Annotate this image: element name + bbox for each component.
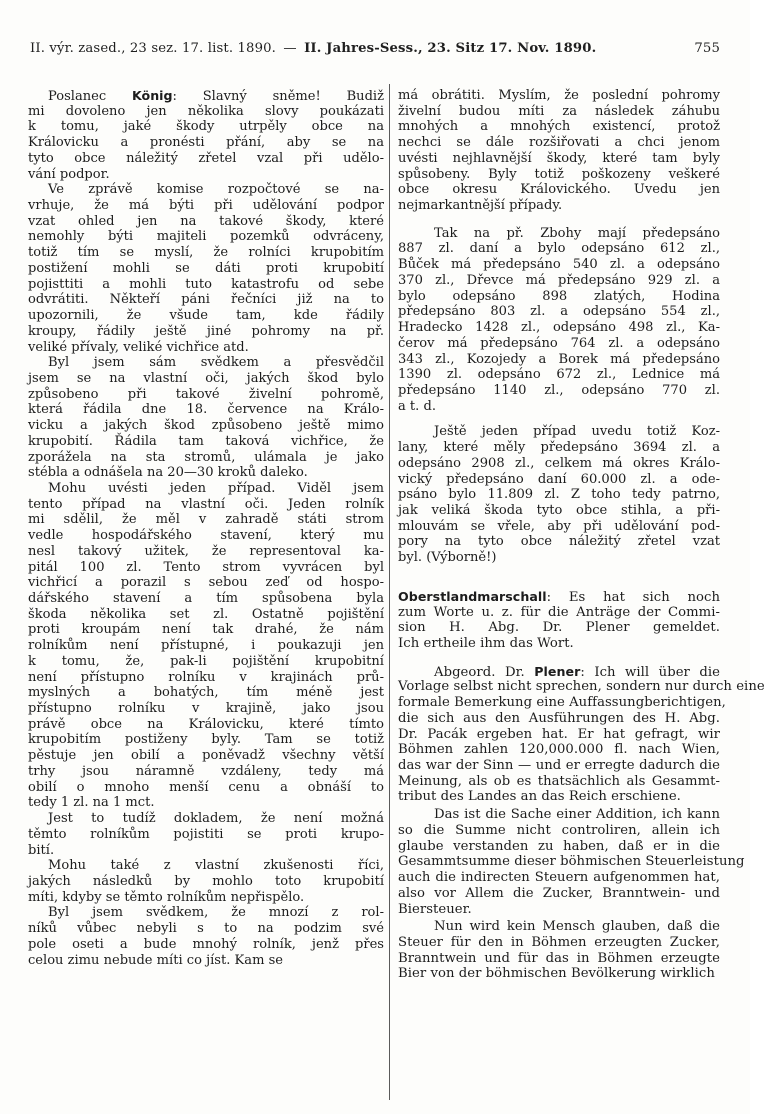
text-line: jakých následků by mohlo toto krupobití (28, 873, 384, 889)
text-line: veliké přívaly, veliké vichřice atd. (28, 339, 249, 355)
header-czech-session: II. výr. zased., 23 sez. 17. list. 1890. (30, 41, 277, 56)
text-line: zum Worte u. z. für die Anträge der Commi- (398, 604, 720, 620)
text-line: není přístupno rolníku v krajinách prů- (28, 669, 384, 685)
text-line: nemohly býti majiteli pozemků odvráceny, (28, 229, 384, 245)
text-line: 370 zl., Dřevce má předepsáno 929 zl. a (398, 272, 720, 288)
text-line: má obrátiti. Myslím, že poslední pohromy (398, 88, 720, 103)
text-line: Gesammtsumme dieser böhmischen Steuerleistung (398, 854, 745, 870)
text-line: Byl jsem sám svědkem a přesvědčil (48, 355, 384, 371)
text-line: dářského stavení a tím spůsobena byla (28, 591, 384, 606)
text-line: formale Bemerkung eine Auffassungberichtigen, (398, 695, 726, 711)
text-line: Böhmen zahlen 120,000.000 fl. nach Wien, (398, 742, 720, 758)
text-line: Das ist die Sache einer Addition, ich kann (434, 807, 720, 823)
text-line: Abgeord. Dr. Plener: Ich will über die (434, 663, 720, 680)
text-line: postižení mohli se dáti proti krupobití (28, 260, 384, 276)
text-line: bití. (28, 842, 55, 858)
text-line: odvrátiti. Někteří páni řečníci již na to (28, 292, 384, 308)
text-line: trhy jsou náramně vzdáleny, tedy má (28, 763, 384, 779)
text-line: tento případ na vlastní oči. Jeden rolník (28, 496, 384, 512)
text-line: nesl takový užitek, že representoval ka- (28, 543, 384, 559)
text-line: škoda několika set zl. Ostatně pojištění (28, 606, 384, 622)
header-german-session: II. Jahres-Sess., 23. Sitz 17. Nov. 1890. (304, 41, 597, 56)
text-line: Biersteuer. (398, 901, 472, 917)
text-line: Bier von der böhmischen Bevölkerung wirklich (398, 966, 715, 982)
text-line: jsem se na vlastní oči, jakých škod bylo (28, 370, 384, 386)
text-line: mi sdělil, že měl v zahradě státi strom (28, 512, 384, 528)
text-line: vický předepsáno daní 60.000 zl. a ode- (398, 471, 720, 487)
text-line: byl. (Výborně!) (398, 550, 497, 566)
text-line: mnohých a mnohých existencí, protož (398, 119, 720, 135)
text-line: právě obce na Královicku, které tímto (28, 716, 384, 732)
text-line: k tomu, že, pak-li pojištění krupobitní (28, 653, 384, 669)
text-line: 343 zl., Kozojedy a Borek má předepsáno (398, 351, 720, 367)
text-line: also vor Allem die Zucker, Branntwein- und (398, 885, 720, 901)
text-line: Tak na př. Zbohy mají předepsáno (434, 225, 720, 241)
text-line: čerov má předepsáno 764 zl. a odepsáno (398, 335, 720, 351)
text-line: psáno bylo 11.809 zl. Z toho tedy patrno, (398, 487, 720, 503)
text-line: spůsobeny. Byly totiž poškozeny veškeré (398, 166, 720, 182)
text-line: pitál 100 zl. Tento strom vyvrácen byl (28, 559, 384, 575)
text-line: 1390 zl. odepsáno 672 zl., Lednice má (398, 367, 720, 383)
text-line: Hradecko 1428 zl., odepsáno 498 zl., Ka- (398, 320, 720, 336)
right-column (398, 88, 765, 982)
text-line: pojisttiti a mohli tuto katastrofu od sebe (28, 276, 384, 292)
text-line: Nun wird kein Mensch glauben, daß die (434, 919, 720, 935)
text-line: nejmarkantnější případy. (398, 198, 563, 214)
text-line: níků vůbec nebyli s to na podzim své (28, 921, 384, 937)
text-line: obce okresu Královického. Uvedu jen (398, 182, 720, 198)
text-line: vrhuje, že má býti při udělování podpor (28, 198, 384, 214)
text-line: vichřicí a porazil s sebou zeď od hospo- (28, 575, 384, 591)
text-line: předepsáno 1140 zl., odepsáno 770 zl. (398, 382, 720, 398)
text-line: pory na tyto obce náležitý zřetel vzat (398, 534, 720, 550)
text-line: auch die indirecten Steuern aufgenommen hat, (398, 870, 720, 886)
text-line: Dr. Pacák ergeben hat. Er hat gefragt, wir (398, 726, 720, 742)
text-line: odepsáno 2908 zl., celkem má okres Králo- (398, 455, 720, 471)
text-line: krupobitím postiženy byly. Tam se totiž (28, 732, 384, 748)
text-line: způsobeno při takové živelní pohromě, (28, 386, 384, 402)
text-line: vzat ohled jen na takové škody, které (28, 213, 384, 229)
text-line: sion H. Abg. Dr. Plener gemeldet. (398, 620, 720, 636)
text-line: die sich aus den Ausführungen des H. Abg. (398, 710, 720, 726)
text-line: Mohu také z vlastní zkušenosti říci, (48, 858, 384, 874)
text-line: bylo odepsáno 898 zlatých, Hodina (398, 288, 720, 304)
text-line: těmto rolníkům pojistiti se proti krupo- (28, 826, 384, 842)
text-line: vicku a jakých škod způsobeno ještě mimo (28, 418, 384, 434)
text-line: Branntwein und für das in Böhmen erzeugte (398, 950, 720, 966)
text-line: rolníkům není přístupné, i poukazuji jen (28, 638, 384, 654)
text-line: mlouvám se vřele, aby při udělování pod- (398, 518, 720, 534)
page-number: 755 (694, 41, 720, 56)
header-separator: — (283, 41, 297, 56)
text-line: předepsáno 803 zl. a odepsáno 554 zl., (398, 304, 720, 320)
text-line: jak veliká škoda tyto obce stihla, a při- (398, 502, 720, 518)
text-line: Byl jsem svědkem, že mnozí z rol- (48, 905, 384, 921)
text-line: pole oseti a bude mnohý rolník, jenž přes (28, 936, 384, 952)
text-line: Ve zprávě komise rozpočtové se na- (48, 182, 384, 198)
text-line: Meinung, als ob es thatsächlich als Gesammt- (398, 773, 720, 789)
speaker-name: König (132, 88, 173, 103)
text-line: Oberstlandmarschall: Es hat sich noch (398, 588, 720, 605)
text-line: celou zimu nebude míti co jíst. Kam se (28, 952, 284, 968)
text-line: glaube verstanden zu haben, daß er in die (398, 838, 720, 854)
paragraph-gap (398, 414, 720, 424)
text-line: krupobití. Řádila tam taková vichřice, že (28, 433, 384, 449)
text-line: přístupno rolníku v krajině, jako jsou (28, 701, 384, 717)
text-line: Královicku a pronésti přání, aby se na (28, 135, 384, 151)
text-line: Poslanec König: Slavný sněme! Budiž (48, 88, 384, 104)
text-line: totiž tím se myslí, že rolníci krupobitím (28, 245, 384, 261)
text-line: das war der Sinn — und er erregte dadurch die (398, 758, 720, 774)
text-line: živelní budou míti za následek záhubu (398, 103, 720, 119)
text-line: míti, kdyby se těmto rolníkům nepřispělo. (28, 889, 305, 905)
text-line: Ich ertheile ihm das Wort. (398, 636, 574, 651)
text-line: Jest to tudíž dokladem, že není možná (48, 811, 384, 827)
text-line: Ještě jeden případ uvedu totiž Koz- (434, 424, 720, 440)
text-line: a t. d. (398, 398, 436, 414)
text-line: kroupy, řádily ještě jiné pohromy na př. (28, 323, 384, 339)
text-line: tyto obce náležitý zřetel vzal při udělo- (28, 150, 384, 166)
text-line: myslných a bohatých, tím méně jest (28, 685, 384, 701)
paragraph-gap (398, 214, 720, 226)
text-line: uvésti nejhlavnější škody, které tam byly (398, 150, 720, 166)
text-line: tedy 1 zl. na 1 mct. (28, 795, 155, 811)
text-line: Vorlage selbst nicht sprechen, sondern nur durch eine (398, 679, 765, 695)
text-line: Bůček má předepsáno 540 zl. a odepsáno (398, 257, 720, 273)
paragraph-gap (398, 652, 720, 664)
text-line: vání podpor. (28, 166, 110, 182)
text-line: upozornili, že všude tam, kde řádily (28, 308, 384, 324)
speaker-name: Plener (534, 663, 581, 679)
paragraph-gap (398, 566, 720, 589)
text-line: Mohu uvésti jeden případ. Viděl jsem (48, 480, 384, 496)
text-line: lany, které měly předepsáno 3694 zl. a (398, 440, 720, 456)
text-line: vedle hospodářského stavení, který mu (28, 528, 384, 544)
running-header (30, 41, 720, 56)
text-line: zporážela na sta stromů, ulámala je jako (28, 449, 384, 465)
text-line: obilí o mnoho menší cenu a obnáší to (28, 779, 384, 795)
text-line: pěstuje jen obilí a poněvadž všechny větší (28, 748, 384, 764)
text-line: nechci se dále rozšiřovati a chci jenom (398, 135, 720, 151)
text-line: mi dovoleno jen několika slovy poukázati (28, 103, 384, 119)
text-line: stébla a odnášela na 20—30 kroků daleko. (28, 465, 308, 481)
speaker-name: Oberstlandmarschall (398, 588, 547, 604)
text-line: Steuer für den in Böhmen erzeugten Zucker, (398, 934, 720, 950)
text-line: proti kroupám není tak drahé, že nám (28, 622, 384, 638)
column-divider (389, 84, 390, 1100)
text-line: která řádila dne 18. července na Králo- (28, 402, 384, 418)
left-column (28, 88, 384, 968)
text-line: 887 zl. daní a bylo odepsáno 612 zl., (398, 241, 720, 257)
text-line: so die Summe nicht controliren, allein ich (398, 822, 720, 838)
text-line: k tomu, jaké škody utrpěly obce na (28, 119, 384, 135)
text-line: tribut des Landes an das Reich erschiene. (398, 789, 681, 805)
